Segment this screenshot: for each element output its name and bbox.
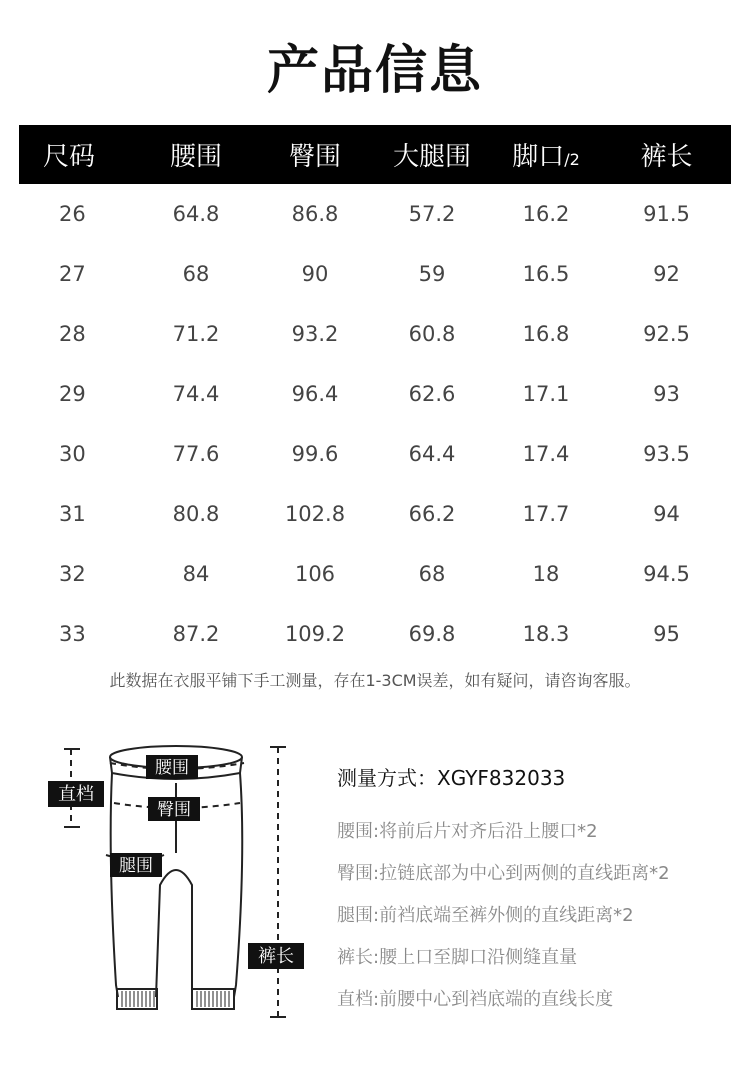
header-size: 尺码 <box>43 142 96 172</box>
cell-thigh: 62.6 <box>408 382 456 406</box>
header-ankle <box>490 125 602 184</box>
measurement-line-rise: 直档:前腰中心到裆底端的直线长度 <box>337 989 614 1010</box>
cell-hip: 99.6 <box>291 442 339 466</box>
table-row <box>19 544 731 604</box>
table-header-row <box>19 125 731 184</box>
cell-size: 30 <box>59 442 86 466</box>
table-row <box>19 484 731 544</box>
cell-hip: 109.2 <box>284 622 346 646</box>
cell-thigh: 69.8 <box>408 622 456 646</box>
cell-waist: 87.2 <box>172 622 220 646</box>
header-waist: 腰围 <box>169 142 222 172</box>
pants-diagram <box>40 735 320 1035</box>
cell-thigh: 64.4 <box>408 442 456 466</box>
cell-waist: 64.8 <box>172 202 220 226</box>
page-title: 产品信息 <box>266 41 483 101</box>
cell-length: 95 <box>653 622 680 646</box>
cell-length: 93.5 <box>643 442 690 466</box>
cell-waist: 71.2 <box>172 322 220 346</box>
cell-hip: 106 <box>294 562 336 586</box>
label-length: 裤长 <box>258 946 294 967</box>
measurement-title: 测量方式：XGYF832033 <box>337 766 566 790</box>
cell-hip: 102.8 <box>284 502 346 526</box>
cell-hip: 86.8 <box>291 202 339 226</box>
table-row <box>19 184 731 244</box>
cell-length: 91.5 <box>643 202 690 226</box>
table-row <box>19 304 731 364</box>
header-ankle-label: 脚口 <box>512 142 565 172</box>
cell-ankle: 16.5 <box>522 262 570 286</box>
cell-hip: 90 <box>301 262 329 286</box>
header-ankle-suffix: /2 <box>564 150 580 169</box>
cell-waist: 84 <box>182 562 210 586</box>
cell-length: 92 <box>653 262 680 286</box>
cell-size: 29 <box>59 382 86 406</box>
table-row <box>19 244 731 304</box>
table-row <box>19 604 731 664</box>
cell-size: 27 <box>59 262 86 286</box>
size-table <box>19 125 731 664</box>
cell-length: 94.5 <box>643 562 690 586</box>
label-waist: 腰围 <box>155 758 189 778</box>
table-row <box>19 424 731 484</box>
cell-ankle: 17.1 <box>522 382 570 406</box>
cell-waist: 80.8 <box>172 502 220 526</box>
cell-thigh: 60.8 <box>408 322 456 346</box>
cell-hip: 96.4 <box>291 382 339 406</box>
cell-waist: 74.4 <box>172 382 220 406</box>
cell-length: 94 <box>653 502 680 526</box>
measurement-line-thigh: 腿围:前裆底端至裤外侧的直线距离*2 <box>337 905 634 926</box>
cell-size: 31 <box>59 502 86 526</box>
cell-length: 92.5 <box>643 322 690 346</box>
cell-ankle: 17.4 <box>522 442 570 466</box>
table-row <box>19 364 731 424</box>
measurement-method <box>337 762 737 1027</box>
cell-size: 33 <box>59 622 86 646</box>
cell-thigh: 57.2 <box>408 202 456 226</box>
pants-outline-icon <box>110 746 242 1009</box>
cell-thigh: 68 <box>418 562 446 586</box>
label-hip: 臀围 <box>157 800 191 820</box>
cell-waist: 68 <box>182 262 210 286</box>
header-hip: 臀围 <box>288 142 341 172</box>
cell-ankle: 18.3 <box>522 622 570 646</box>
header-thigh: 大腿围 <box>392 142 471 172</box>
label-thigh: 腿围 <box>119 856 153 876</box>
measurement-line-waist: 腰围:将前后片对齐后沿上腰口*2 <box>337 821 598 842</box>
header-length: 裤长 <box>640 142 693 172</box>
label-rise: 直档 <box>58 784 94 805</box>
cell-length: 93 <box>653 382 680 406</box>
cell-thigh: 59 <box>418 262 446 286</box>
cell-ankle: 16.2 <box>522 202 570 226</box>
cell-ankle: 16.8 <box>522 322 570 346</box>
measurement-note: 此数据在衣服平铺下手工测量，存在1-3CM误差，如有疑问，请咨询客服。 <box>109 671 641 690</box>
measurement-line-hip: 臀围:拉链底部为中心到两侧的直线距离*2 <box>337 863 670 884</box>
cuff-ribs <box>122 991 229 1007</box>
cell-waist: 77.6 <box>172 442 220 466</box>
cell-thigh: 66.2 <box>408 502 456 526</box>
cell-ankle: 17.7 <box>522 502 570 526</box>
cell-hip: 93.2 <box>291 322 339 346</box>
cell-size: 26 <box>59 202 86 226</box>
measurement-line-length: 裤长:腰上口至脚口沿侧缝直量 <box>337 947 578 968</box>
cell-ankle: 18 <box>532 562 560 586</box>
cell-size: 32 <box>59 562 86 586</box>
cell-size: 28 <box>59 322 86 346</box>
